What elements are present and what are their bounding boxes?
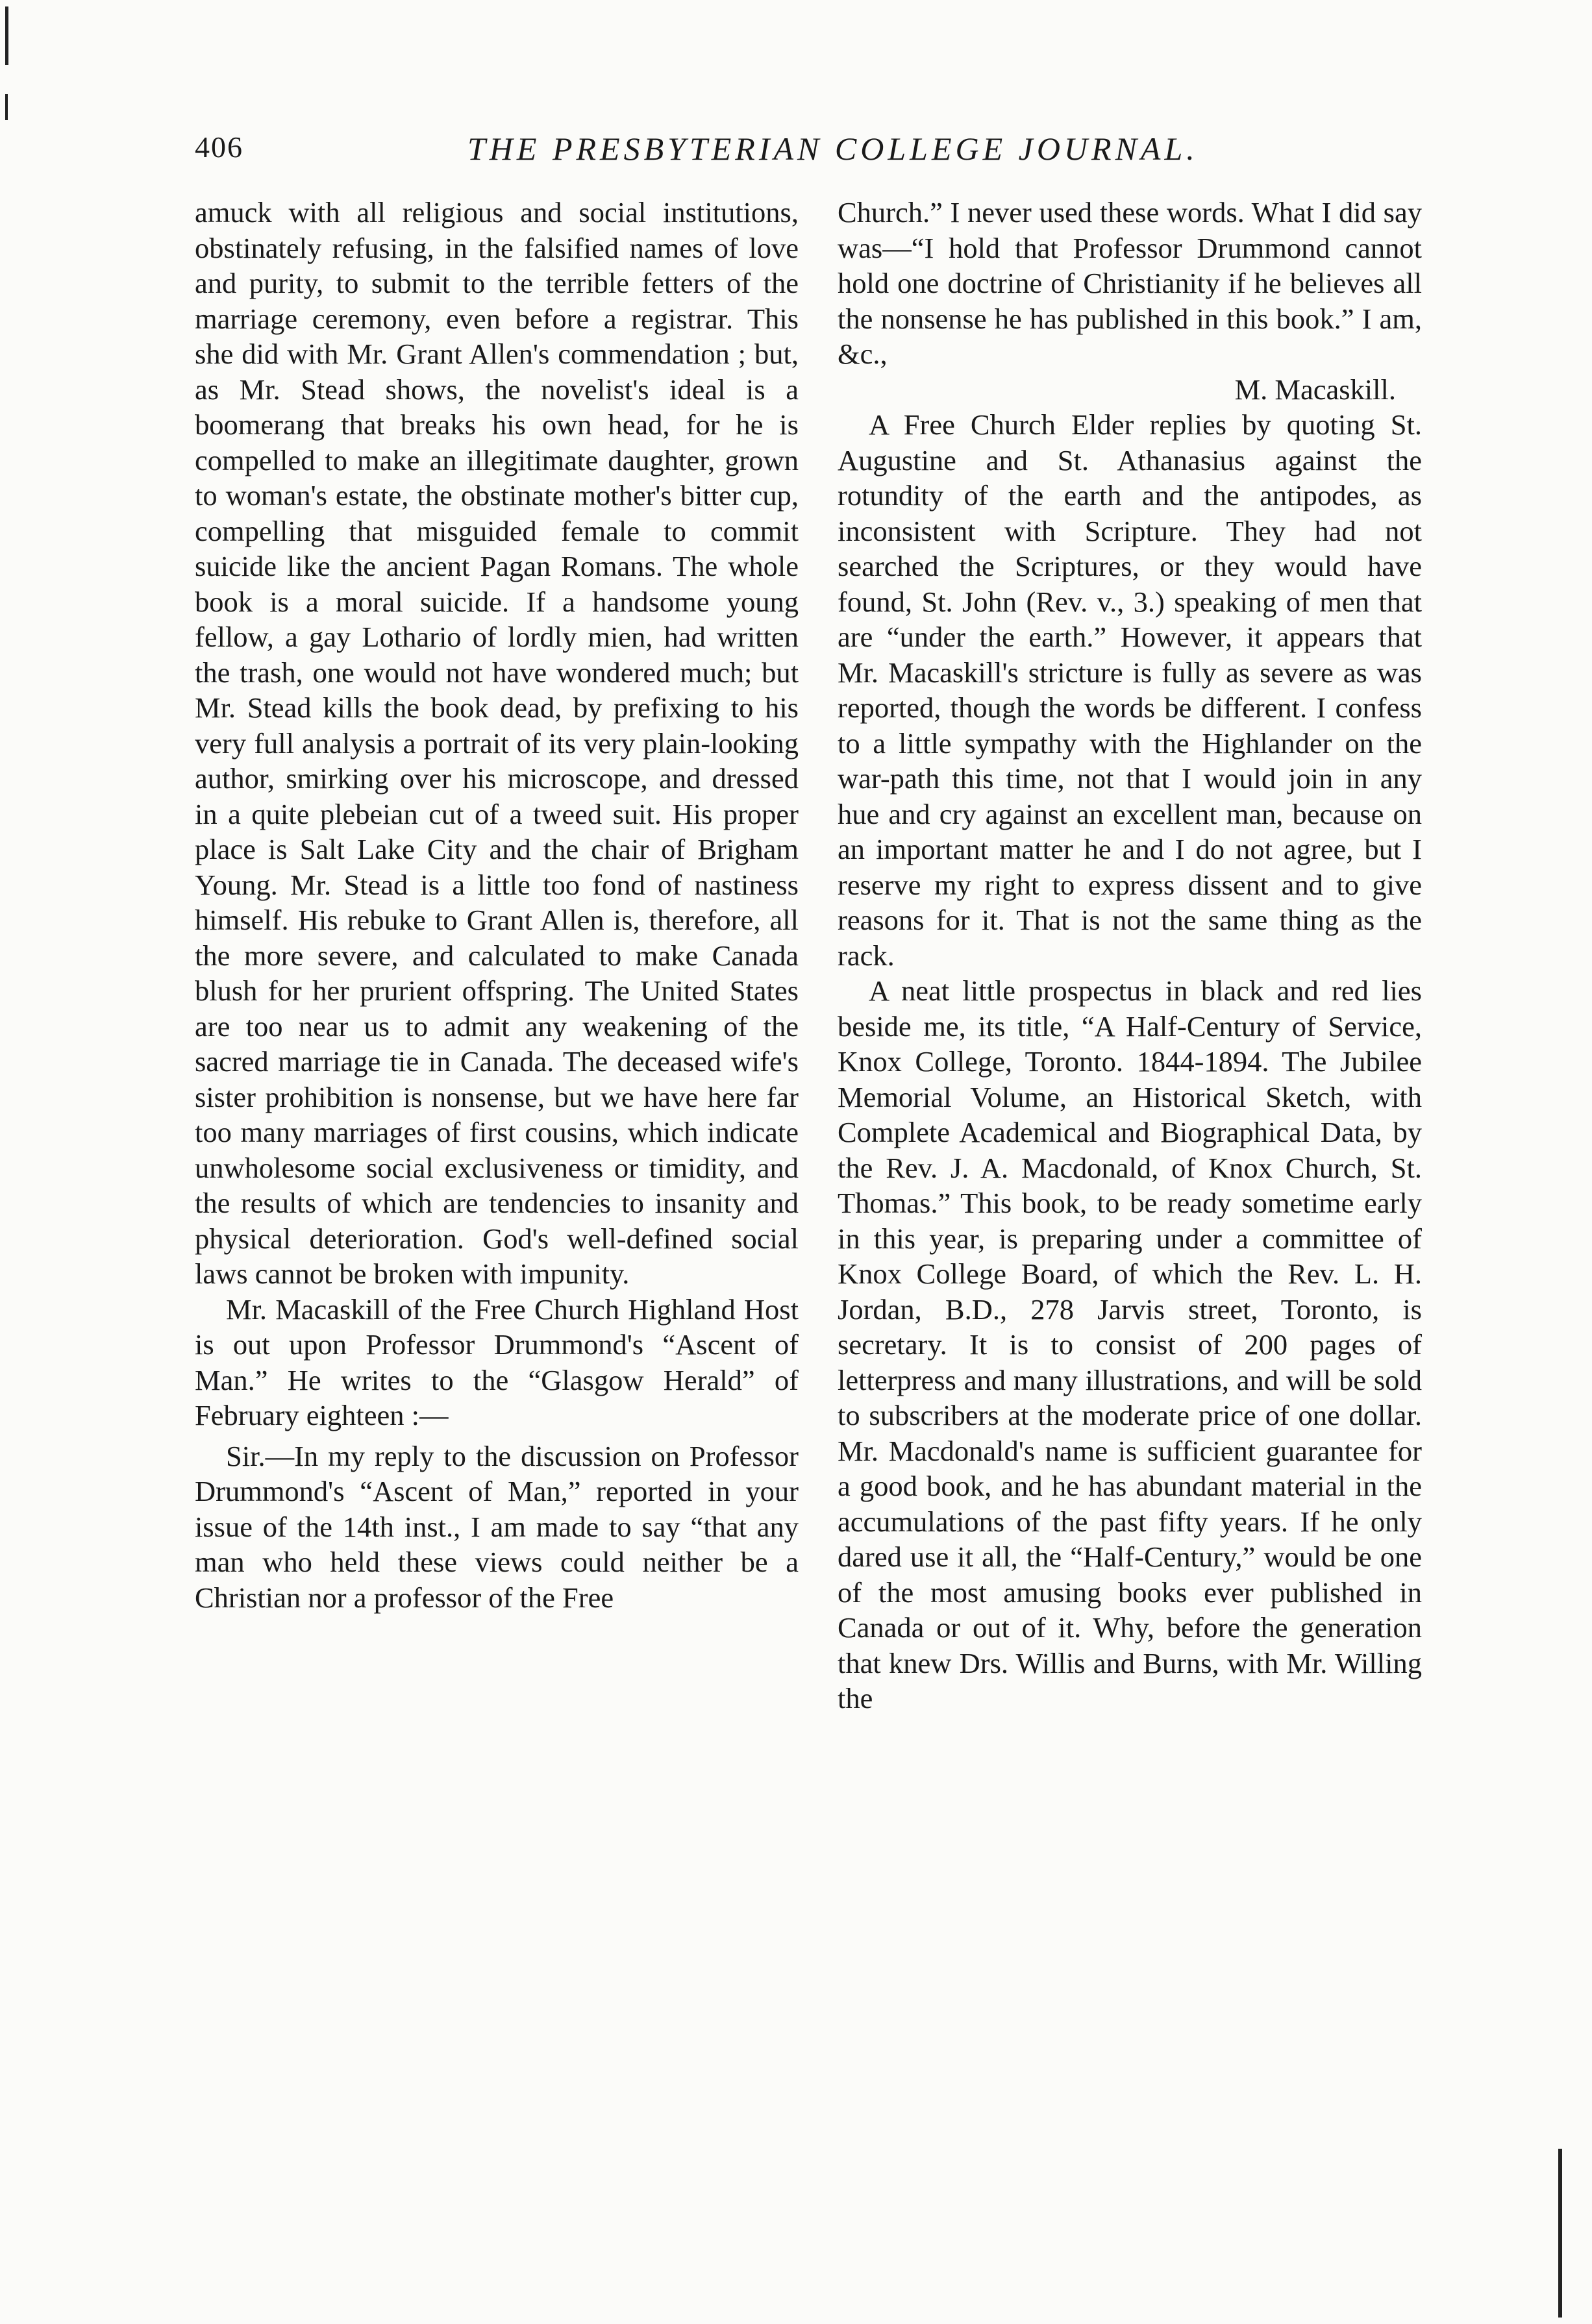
page-header xyxy=(195,130,1428,175)
paragraph-letter-start: Sir.—In my reply to the discussion on Professor Drummond's “Ascent of Man,” reported in your issue of the 14th inst., I am made to say “that any man who held these views could neither be a Christian nor a professor of the Free xyxy=(195,1439,799,1614)
paragraph-grant-allen-review: amuck with all religious and social institutions, obstinately refusing, in the falsified names of love and purity, to submit to the terrible fetters of the marriage ceremony, even before a registrar. This she did with Mr. Grant Allen's commendation ; but, as Mr. Stead shows, the novelist's ideal is a boomerang that breaks his own head, for he is compelled to make an illegitimate daughter, grown to woman's estate, the obstinate mother's bitter cup, compelling that misguided female to commit suicide like the ancient Pagan Romans. The whole book is a moral suicide. If a handsome young fellow, a gay Lothario of lordly mien, had written the trash, one would not have wondered much; but Mr. Stead kills the book dead, by prefixing to his very full analysis a portrait of its very plain-looking author, smirking over his microscope, and dressed in a quite plebeian cut of a tweed suit. His proper place is Salt Lake City and the chair of Brigham Young. Mr. Stead is a little too fond of nastiness himself. His rebuke to Grant Allen is, therefore, all the more severe, and calculated to make Canada blush for her prurient offspring. The United States are too near us to admit any weakening of the sacred marriage tie in Canada. The deceased wife's sister prohibition is nonsense, but we have here far too many marriages of first cousins, which indicate unwholesome social exclusiveness or timidity, and the results of which are tendencies to insanity and physical deterioration. God's well-defined social laws cannot be broken with impunity. xyxy=(195,196,799,1290)
paragraph-macaskill-intro: Mr. Macaskill of the Free Church Highland Host is out upon Professor Drummond's “Ascent of Man.” He writes to the “Glasgow Herald” of February eighteen :— xyxy=(195,1292,799,1431)
scan-edge-mark xyxy=(5,6,8,65)
paragraph-letter-end: Church.” I never used these words. What I did say was—“I hold that Professor Drummond cannot hold one doctrine of Christianity if he believes all the nonsense he has published in this book.” I am, &c., xyxy=(838,196,1422,370)
paragraph-free-church-elder: A Free Church Elder replies by quoting St. Augustine and St. Athanasius against the rotundity of the earth and the antipodes, as inconsistent with Scripture. They had not searched the Scriptures, or they would have found, St. John (Rev. v., 3.) speaking of men that are “under the earth.” However, it appears that Mr. Macaskill's stricture is fully as severe as was reported, though the words be different. I confess to a little sympathy with the Highlander on the war-path this time, not that I would join in any hue and cry against an excellent man, because on an important matter he and I do not agree, but I reserve my right to express dissent and to give reasons for it. That is not the same thing as the rack. xyxy=(838,408,1422,972)
paragraph-knox-college-prospectus: A neat little prospectus in black and red lies beside me, its title, “A Half-Century of Service, Knox College, Toronto. 1844-1894. The Jubilee Memorial Volume, an Historical Sketch, with Complete Academical and Biographical Data, by the Rev. J. A. Macdonald, of Knox Church, St. Thomas.” This book, to be ready sometime early in this year, is preparing under a committee of Knox College Board, of which the Rev. L. H. Jordan, B.D., 278 Jarvis street, Toronto, is secretary. It is to consist of 200 pages of letterpress and many illustrations, and will be sold to subscribers at the moderate price of one dollar. Mr. Macdonald's name is sufficient guarantee for a good book, and he has abundant material in the accumulations of the past fifty years. If he only dared use it all, the “Half-Century,” would be one of the most amusing books ever published in Canada or out of it. Why, before the generation that knew Drs. Willis and Burns, with Mr. Willing the xyxy=(838,974,1422,1714)
left-column xyxy=(195,195,799,1615)
scan-edge-mark xyxy=(5,94,8,120)
page-number: 406 xyxy=(195,130,243,164)
scan-edge-mark xyxy=(1558,2149,1562,2318)
running-title: THE PRESBYTERIAN COLLEGE JOURNAL. xyxy=(467,130,1199,167)
letter-signature: M. Macaskill. xyxy=(1234,373,1396,406)
right-column xyxy=(838,195,1422,1716)
